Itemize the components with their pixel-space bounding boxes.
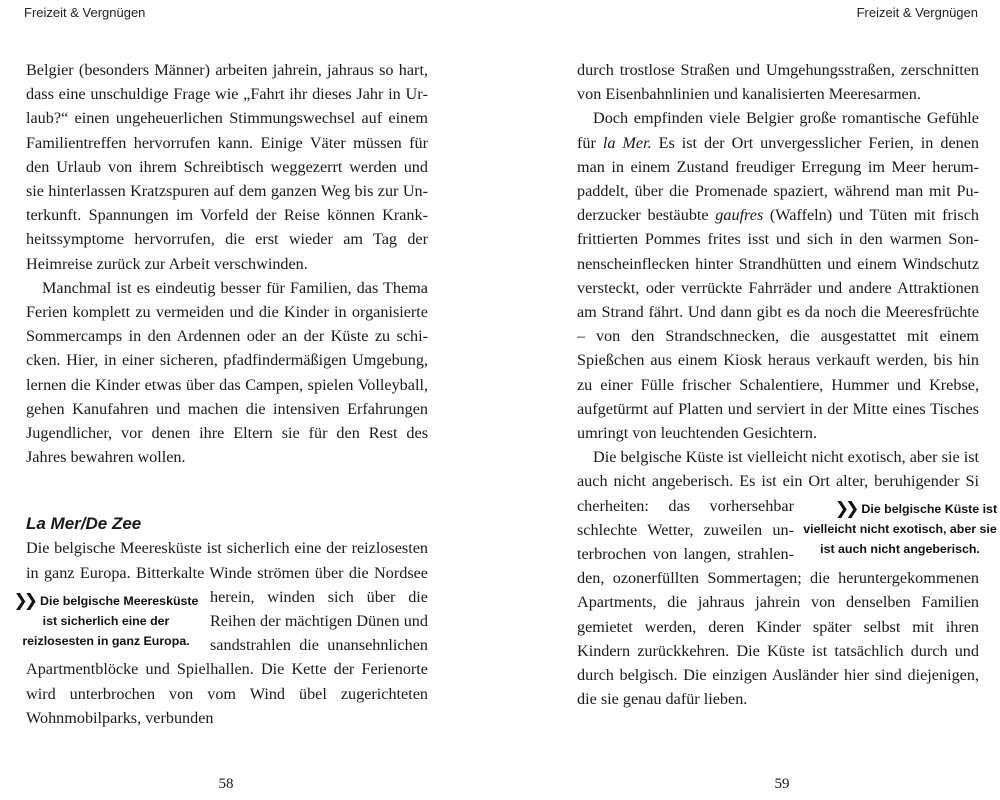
paragraph: Belgier (besonders Männer) arbeiten jahrein, jahraus so hart, dass eine unschuldige Frage wie „Fahrt ihr dieses Jahr in Urlaub?“ einen ungeheuerlichen Stimmungswechsel auf einem Familientreffen hervorrufen kann. Einige Väter müssen für den Urlaub von ihrem Schreibtisch weggezerrt werden und sie hinterlassen Kratzspuren auf dem ganzen Weg bis zur Unterkunft. Spannungen im Vorfeld der Reise können Krankheitssymptome hervorrufen, die erst wieder am Tag der Heimreise zurück zur Arbeit verschwinden.	[26, 61, 428, 273]
paragraph: Doch empfinden viele Belgier große romantische Gefühle für la Mer. Es ist der Ort unvergesslicher Ferien, in denen man in einem Zustand freudiger Erregung im Meer herumpaddelt, über die Promenade spaziert, während man mit Puderzucker bestäubte gaufres (Waffeln) und Tüten mit frisch frittierten Pommes frites isst und sich in den warmen Sonnenscheinflecken hinter Strandhütten und einem Windschutz versteckt, oder verrückte Fahrräder und andere Attraktionen am Strand fährt. Und dann gibt es da noch die Meeresfrüchte – von den Strandschnecken, die ausgestattet mit einem Spießchen aus einem Kiosk heraus verkauft werden, bis hin zu einer Fülle frischer Schalentiere, Hummer und Krebse, aufgetürmt auf Platten und serviert in der Mitte eines Tisches umringt von leuchtenden Gesichtern.	[577, 109, 979, 443]
paragraph-rest: cherheiten: das vorhersehbar schlechte Wetter, zuweilen unterbrochen von langen, strahlenden, ozonerfüllten Sommertagen; die heruntergekommenen Apartments, die jahraus jahrein von denselben Familien gemietet werden, deren Kinder später selbst mit ihren Kindern zurückkehren. Die Küste ist tatsächlich durch und durch belgisch. Die einzigen Ausländer hier sind diejenigen, die sie genau dafür lieben.	[577, 496, 979, 709]
running-head-right: Freizeit & Vergnügen	[856, 5, 978, 20]
paragraph-with-pullquote	[13, 536, 428, 730]
paragraph-lead: Die belgische Meeresküste ist sicherlich eine der reizlosesten in ganz Europa. Bitterkalte Winde strömen über die Nordsee	[26, 539, 428, 582]
section-heading: La Mer/De Zee	[26, 514, 142, 534]
right-page	[500, 0, 1000, 800]
paragraph-with-pullquote	[577, 445, 998, 711]
page-number-right: 59	[774, 776, 790, 792]
double-chevron-right-icon: ❯❯	[834, 498, 856, 518]
paragraph: durch trostlose Straßen und Umgehungsstraßen, zerschnitten von Eisenbahnlinien und kanalisierten Meeresarmen.	[577, 61, 979, 104]
paragraph: Manchmal ist es eindeutig besser für Familien, das Thema Ferien komplett zu vermeiden und die Kinder in organisierte Sommercamps in den Ardennen oder an der Küste zu schicken. Hier, in einer sicheren, pfadfindermäßigen Umgebung, lernen die Kinder etwas über das Campen, spielen Volleyball, gehen Kanufahren und machen die intensiven Erfahrungen Jugendlicher, vor denen ihre Eltern sie für den Rest des Jahres bewahren wollen.	[26, 278, 428, 467]
double-chevron-right-icon: ❯❯	[13, 590, 35, 610]
running-head-left: Freizeit & Vergnügen	[24, 5, 146, 20]
italic-term: la Mer.	[602, 133, 652, 152]
paragraph-rest: herein, winden sich über die Reihen der mächtigen Dünen und sandstrahlen die unansehnlichen Apartmentblöcke und Spielhallen. Die Kette der Ferienorte wird unterbrochen von vom Wind übel zugerichteten Wohnmobilparks, verbunden	[26, 587, 428, 727]
page-number-left: 58	[218, 776, 234, 792]
pullquote-left	[10, 591, 202, 651]
paragraph-lead: Die belgische Küste ist vielleicht nicht exotisch, aber sie ist auch nicht angeberisch. Es ist ein Ort alter, beruhigender Si	[577, 448, 979, 491]
pullquote-text: Die belgische Küste ist vielleicht nicht exotisch, aber sie ist auch nicht angeberisch.	[803, 501, 998, 556]
section-spacer	[26, 469, 428, 512]
left-text-column	[13, 58, 428, 730]
pullquote-text: Die belgische Meeresküste ist sicherlich eine der reizlosesten in ganz Europa.	[22, 593, 199, 648]
right-text-column	[577, 58, 998, 711]
pullquote-right	[802, 499, 998, 559]
italic-term: gaufres	[715, 206, 764, 225]
